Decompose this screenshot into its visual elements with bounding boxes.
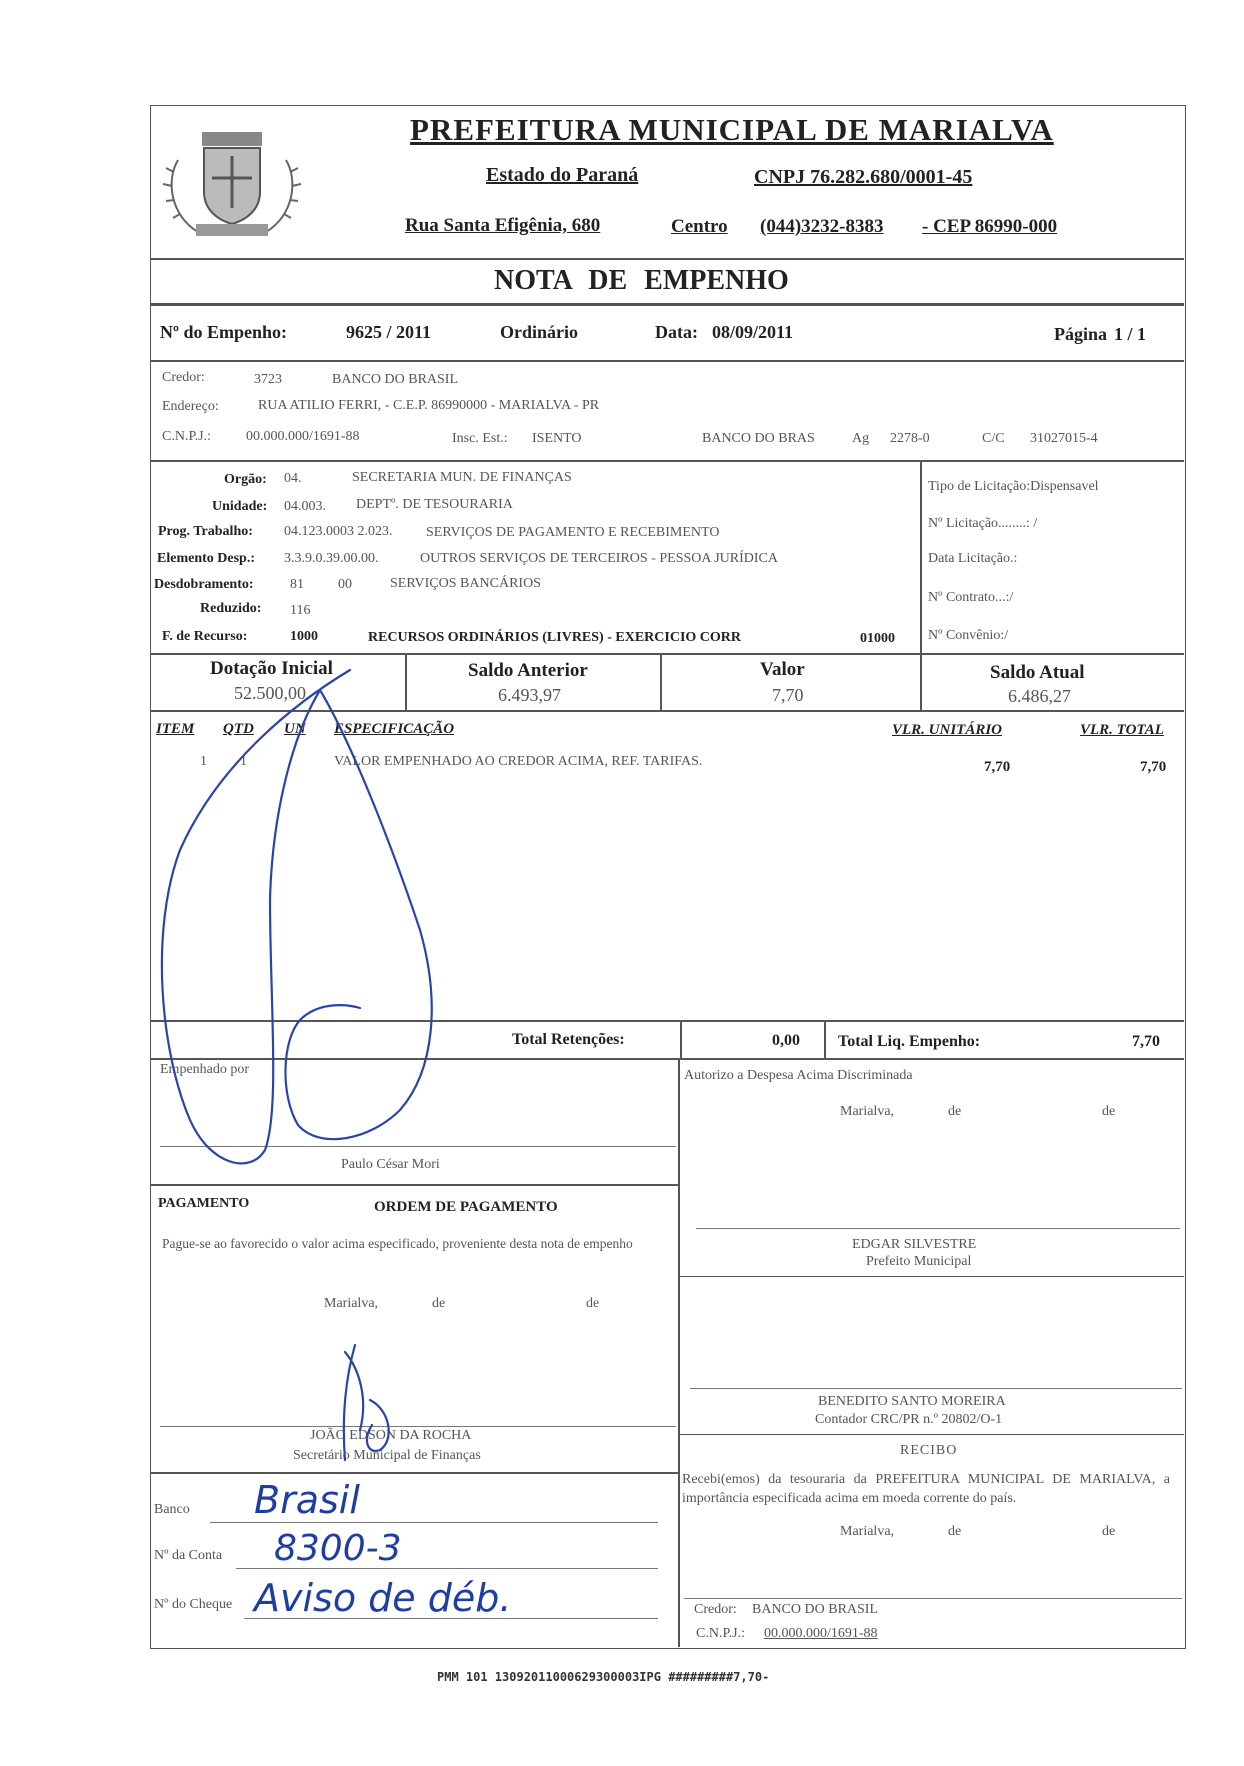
secretario-role: Secretário Municipal de Finanças	[293, 1448, 481, 1463]
saldo-anterior-label: Saldo Anterior	[468, 660, 588, 681]
account-label: C/C	[982, 431, 1005, 446]
cheque-label: Nº do Cheque	[154, 1597, 233, 1612]
ordem-pagamento-label: ORDEM DE PAGAMENTO	[374, 1199, 558, 1215]
saldo-anterior-value: 6.493,97	[498, 685, 561, 705]
desdobramento-label: Desdobramento:	[154, 577, 254, 592]
prefeito-name: EDGAR SILVESTRE	[852, 1237, 977, 1252]
document-footer-code: PMM 101 13092011000629300003IPG #########7,70-	[437, 1670, 770, 1684]
autorizo-city: Marialva,	[840, 1104, 895, 1119]
element-label: Elemento Desp.:	[157, 551, 255, 566]
empenhado-por-name: Paulo César Mori	[341, 1157, 440, 1172]
recibo-de-2: de	[1102, 1524, 1116, 1539]
cnpj-label: C.N.P.J.:	[162, 429, 212, 444]
orgao-label: Orgão:	[224, 472, 267, 487]
empenho-type: Ordinário	[500, 322, 579, 342]
credor-code: 3723	[254, 372, 282, 387]
row-desc: VALOR EMPENHADO AO CREDOR ACIMA, REF. TARIFAS.	[334, 754, 703, 769]
retencoes-label: Total Retenções:	[512, 1031, 625, 1048]
fonte-number: 01000	[860, 631, 895, 646]
municipality-title: PREFEITURA MUNICIPAL DE MARIALVA	[410, 112, 1054, 147]
credor-address: RUA ATILIO FERRI, - C.E.P. 86990000 - MARIALVA - PR	[258, 398, 600, 413]
pagamento-de-2: de	[586, 1296, 600, 1311]
unidade-label: Unidade:	[212, 499, 268, 514]
col-un: UN	[284, 721, 306, 737]
autorizo-label: Autorizo a Despesa Acima Discriminada	[684, 1068, 913, 1083]
cheque-handwritten: Aviso de déb.	[254, 1576, 512, 1620]
col-item: ITEM	[156, 721, 195, 737]
recibo-city: Marialva,	[840, 1524, 895, 1539]
fonte-label: F. de Recurso:	[162, 629, 248, 644]
pagamento-text: Pague-se ao favorecido o valor acima especificado, proveniente desta nota de empenho	[162, 1236, 633, 1251]
liquido-value: 7,70	[1132, 1033, 1160, 1050]
retencoes-value: 0,00	[772, 1032, 800, 1049]
recibo-de-1: de	[948, 1524, 962, 1539]
prog-desc: SERVIÇOS DE PAGAMENTO E RECEBIMENTO	[426, 525, 720, 540]
conta-handwritten: 8300-3	[274, 1528, 402, 1569]
desdobramento-b: 00	[338, 577, 352, 592]
agency-label: Ag	[852, 431, 870, 446]
col-qtd: QTD	[223, 721, 254, 737]
municipal-phone: (044)3232-8383	[760, 216, 884, 237]
municipal-address: Rua Santa Efigênia, 680	[405, 215, 601, 236]
municipal-cep: - CEP 86990-000	[922, 216, 1058, 237]
licitacao-date: Data Licitação.:	[928, 551, 1018, 566]
row-unit: 7,70	[984, 759, 1011, 775]
row-item: 1	[200, 754, 207, 769]
licitacao-number: Nº Licitação........: /	[928, 516, 1038, 531]
pagamento-de-1: de	[432, 1296, 446, 1311]
state-name: Estado do Paraná	[486, 164, 639, 186]
empenho-number-label: Nº do Empenho:	[160, 322, 287, 342]
recibo-credor: BANCO DO BRASIL	[752, 1602, 879, 1617]
contract-number: Nº Contrato...:/	[928, 590, 1014, 605]
empenhado-por-label: Empenhado por	[160, 1062, 250, 1077]
col-vlr-unitario: VLR. UNITÁRIO	[892, 722, 1003, 738]
empenho-date: 08/09/2011	[712, 322, 794, 342]
orgao-name: SECRETARIA MUN. DE FINANÇAS	[352, 470, 572, 485]
valor-value: 7,70	[772, 685, 804, 705]
credor-name: BANCO DO BRASIL	[332, 372, 459, 387]
desdobramento-desc: SERVIÇOS BANCÁRIOS	[390, 576, 541, 591]
row-qtd: 1	[240, 754, 247, 769]
prefeito-role: Prefeito Municipal	[866, 1254, 972, 1269]
element-code: 3.3.9.0.39.00.00.	[284, 551, 379, 566]
document-title: NOTA DE EMPENHO	[494, 265, 789, 296]
autorizo-de-1: de	[948, 1104, 962, 1119]
convenio-number: Nº Convênio:/	[928, 628, 1009, 643]
credor-ie: ISENTO	[532, 431, 582, 446]
page-label: Página	[1054, 324, 1108, 344]
valor-label: Valor	[760, 659, 805, 680]
ie-label: Insc. Est.:	[452, 431, 508, 446]
saldo-atual-value: 6.486,27	[1008, 686, 1071, 706]
credor-cnpj: 00.000.000/1691-88	[246, 429, 360, 444]
contador-name: BENEDITO SANTO MOREIRA	[818, 1394, 1006, 1409]
unidade-name: DEPTº. DE TESOURARIA	[356, 497, 513, 512]
empenho-number: 9625 / 2011	[346, 322, 432, 342]
conta-label: Nº da Conta	[154, 1548, 223, 1563]
fonte-desc: RECURSOS ORDINÁRIOS (LIVRES) - EXERCICIO CORR	[368, 630, 741, 645]
desdobramento-a: 81	[290, 577, 304, 592]
autorizo-de-2: de	[1102, 1104, 1116, 1119]
banco-label: Banco	[154, 1502, 190, 1517]
fonte-code: 1000	[290, 629, 318, 644]
col-vlr-total: VLR. TOTAL	[1080, 722, 1164, 738]
dotacao-label: Dotação Inicial	[210, 658, 333, 679]
address-label: Endereço:	[162, 399, 219, 414]
credor-agency: 2278-0	[890, 431, 930, 446]
page-number: 1 / 1	[1114, 324, 1147, 344]
saldo-atual-label: Saldo Atual	[990, 662, 1085, 683]
municipal-cnpj: CNPJ 76.282.680/0001-45	[754, 166, 973, 188]
prog-label: Prog. Trabalho:	[158, 524, 253, 539]
credor-account: 31027015-4	[1030, 431, 1098, 446]
prog-code: 04.123.0003 2.023.	[284, 524, 393, 539]
empenho-date-label: Data:	[655, 322, 698, 342]
orgao-code: 04.	[284, 471, 302, 486]
recibo-cnpj: 00.000.000/1691-88	[764, 1626, 878, 1641]
banco-handwritten: Brasil	[254, 1478, 360, 1522]
recibo-label: RECIBO	[900, 1443, 958, 1458]
row-total: 7,70	[1140, 759, 1167, 775]
liquido-label: Total Liq. Empenho:	[838, 1033, 981, 1050]
contador-role: Contador CRC/PR n.º 20802/O-1	[815, 1412, 1003, 1427]
reduzido: 116	[290, 603, 311, 618]
unidade-code: 04.003.	[284, 499, 326, 514]
pagamento-label: PAGAMENTO	[158, 1196, 250, 1211]
reduzido-label: Reduzido:	[200, 601, 262, 616]
recibo-text: Recebi(emos) da tesouraria da PREFEITURA MUNICIPAL DE MARIALVA, a importância especificada acima em moeda corrente do país.	[682, 1472, 1170, 1506]
recibo-credor-label: Credor:	[694, 1602, 737, 1617]
credor-bank: BANCO DO BRAS	[702, 431, 815, 446]
recibo-cnpj-label: C.N.P.J.:	[696, 1626, 746, 1641]
pagamento-city: Marialva,	[324, 1296, 379, 1311]
municipal-district: Centro	[671, 216, 728, 237]
secretario-name: JOÃO EDSON DA ROCHA	[310, 1428, 472, 1443]
dotacao-value: 52.500,00	[234, 683, 306, 703]
col-especificacao: ESPECIFICAÇÃO	[334, 721, 455, 737]
element-desc: OUTROS SERVIÇOS DE TERCEIROS - PESSOA JURÍDICA	[420, 551, 779, 566]
credor-label: Credor:	[162, 370, 205, 385]
licitacao-type: Tipo de Licitação:Dispensavel	[928, 479, 1099, 494]
